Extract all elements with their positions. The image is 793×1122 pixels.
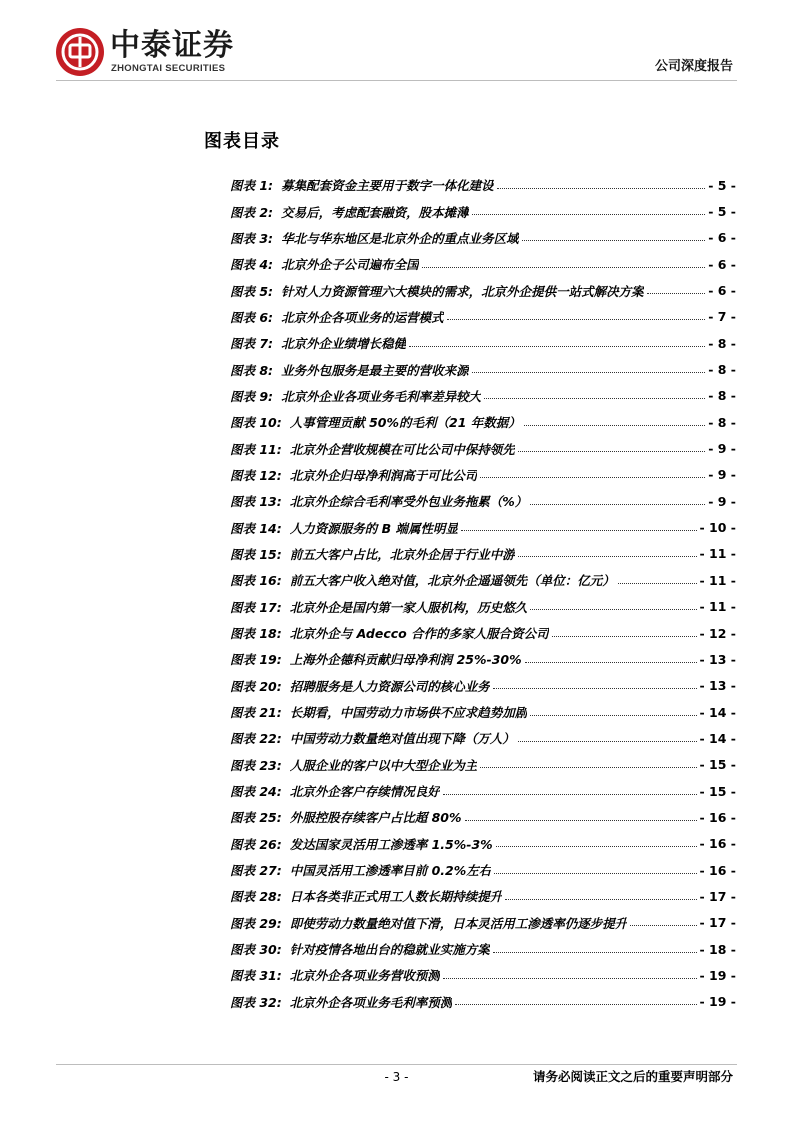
- toc-entry-label: 图表 18:: [230, 626, 282, 642]
- toc-leader-dots: [530, 504, 705, 505]
- toc-entry-title: 华北与华东地区是北京外企的重点业务区域: [281, 230, 519, 246]
- toc-entry-page: - 10 -: [699, 520, 736, 536]
- toc-leader-dots: [472, 214, 706, 215]
- toc-entry-title: 发达国家灵活用工渗透率 1.5%-3%: [289, 836, 493, 852]
- toc-entry[interactable]: [230, 725, 736, 751]
- toc-entry-title: 人力资源服务的 B 端属性明显: [289, 520, 458, 536]
- toc-entry-title: 北京外企与 Adecco 合作的多家人服合资公司: [289, 626, 549, 642]
- toc-entry[interactable]: [230, 356, 736, 382]
- toc-entry-page: - 9 -: [708, 441, 736, 457]
- toc-entry-label: 图表 30:: [230, 942, 282, 958]
- toc-entry-page: - 8 -: [708, 388, 736, 404]
- toc-entry-label: 图表 26:: [230, 836, 282, 852]
- toc-entry-page: - 11 -: [699, 599, 736, 615]
- toc-leader-dots: [472, 372, 706, 373]
- header-divider: [56, 80, 737, 81]
- toc-entry-page: - 14 -: [699, 704, 736, 720]
- toc-entry[interactable]: [230, 910, 736, 936]
- toc-entry-label: 图表 4:: [230, 257, 274, 273]
- toc-entry-page: - 5 -: [708, 177, 736, 193]
- toc-entry-page: - 8 -: [708, 362, 736, 378]
- toc-entry-page: - 6 -: [708, 283, 736, 299]
- toc-leader-dots: [493, 688, 697, 689]
- toc-leader-dots: [443, 978, 697, 979]
- toc-entry-page: - 6 -: [708, 230, 736, 246]
- toc-leader-dots: [525, 662, 697, 663]
- toc-leader-dots: [480, 767, 696, 768]
- toc-entry-label: 图表 16:: [230, 573, 282, 589]
- toc-entry-title: 上海外企德科贡献归母净利润 25%-30%: [289, 652, 522, 668]
- toc-entry-page: - 16 -: [699, 809, 736, 825]
- toc-entry-title: 北京外企是国内第一家人服机构，历史悠久: [289, 599, 528, 615]
- toc-entry-label: 图表 14:: [230, 520, 282, 536]
- toc-entry[interactable]: [230, 409, 736, 435]
- toc-leader-dots: [618, 583, 697, 584]
- toc-entry-title: 募集配套资金主要用于数字一体化建设: [281, 178, 494, 194]
- toc-entry[interactable]: [230, 857, 736, 883]
- toc-entry-page: - 15 -: [699, 757, 736, 773]
- toc-entry-page: - 7 -: [708, 309, 736, 325]
- toc-leader-dots: [552, 636, 697, 637]
- toc-leader-dots: [409, 346, 705, 347]
- toc-leader-dots: [484, 398, 705, 399]
- toc-entry[interactable]: [230, 172, 736, 198]
- toc-leader-dots: [518, 451, 705, 452]
- toc-entry-page: - 11 -: [699, 572, 736, 588]
- toc-entry-page: - 9 -: [708, 493, 736, 509]
- logo-english-name: ZHONGTAI SECURITIES: [111, 63, 226, 74]
- toc-leader-dots: [518, 741, 697, 742]
- toc-entry[interactable]: [230, 225, 736, 251]
- toc-entry-title: 业务外包服务是最主要的营收来源: [281, 362, 469, 378]
- toc-leader-dots: [647, 293, 706, 294]
- company-logo: [56, 28, 256, 80]
- toc-entry-label: 图表 15:: [230, 546, 282, 562]
- toc-entry-label: 图表 19:: [230, 652, 282, 668]
- toc-entry-title: 北京外企业各项业务毛利率差异较大: [281, 388, 482, 404]
- toc-leader-dots: [522, 240, 706, 241]
- page-header: [0, 0, 793, 100]
- toc-leader-dots: [465, 820, 697, 821]
- toc-entry-title: 北京外企各项业务毛利率预测: [289, 994, 453, 1010]
- toc-entry[interactable]: [230, 567, 736, 593]
- toc-leader-dots: [443, 794, 697, 795]
- toc-entry-label: 图表 3:: [230, 230, 274, 246]
- toc-entry-label: 图表 29:: [230, 915, 282, 931]
- toc-entry-page: - 19 -: [699, 994, 736, 1010]
- toc-entry-label: 图表 8:: [230, 362, 274, 378]
- logo-chinese-name: 中泰证券: [110, 28, 234, 63]
- toc-entry[interactable]: [230, 198, 736, 224]
- toc-entry-page: - 13 -: [699, 678, 736, 694]
- toc-entry[interactable]: [230, 251, 736, 277]
- toc-entry[interactable]: [230, 620, 736, 646]
- toc-entry[interactable]: [230, 488, 736, 514]
- toc-entry-title: 北京外企子公司遍布全国: [281, 257, 419, 273]
- toc-entry[interactable]: [230, 673, 736, 699]
- toc-entry-label: 图表 28:: [230, 889, 282, 905]
- report-type-label: 公司深度报告: [654, 59, 733, 74]
- toc-entry-title: 北京外企营收规模在可比公司中保持领先: [289, 441, 515, 457]
- toc-entry-title: 针对人力资源管理六大模块的需求，北京外企提供一站式解决方案: [281, 283, 644, 299]
- toc-entry-page: - 15 -: [699, 783, 736, 799]
- toc-entry-title: 招聘服务是人力资源公司的核心业务: [289, 678, 490, 694]
- toc-entry-title: 北京外企客户存续情况良好: [289, 784, 440, 800]
- toc-entry-page: - 14 -: [699, 730, 736, 746]
- toc-entry-label: 图表 23:: [230, 757, 282, 773]
- toc-entry[interactable]: [230, 304, 736, 330]
- toc-entry[interactable]: [230, 831, 736, 857]
- toc-entry-title: 中国灵活用工渗透率目前 0.2%左右: [289, 863, 492, 879]
- toc-entry[interactable]: [230, 646, 736, 672]
- toc-entry[interactable]: [230, 383, 736, 409]
- disclaimer-text: 请务必阅读正文之后的重要声明部分: [532, 1069, 733, 1084]
- toc-entry-page: - 17 -: [699, 888, 736, 904]
- toc-entry-label: 图表 32:: [230, 994, 282, 1010]
- toc-entry-title: 交易后，考虑配套融资，股本摊薄: [281, 204, 469, 220]
- toc-entry[interactable]: [230, 989, 736, 1015]
- footer-divider: [56, 1064, 737, 1065]
- toc-entry-title: 北京外企归母净利润高于可比公司: [289, 467, 478, 483]
- toc-entry-page: - 16 -: [699, 862, 736, 878]
- toc-leader-dots: [530, 609, 696, 610]
- toc-entry[interactable]: [230, 330, 736, 356]
- toc-entry-title: 日本各类非正式用工人数长期持续提升: [289, 889, 503, 905]
- toc-entry[interactable]: [230, 594, 736, 620]
- toc-leader-dots: [505, 899, 696, 900]
- toc-entry-title: 针对疫情各地出台的稳就业实施方案: [289, 942, 490, 958]
- toc-entry[interactable]: [230, 462, 736, 488]
- toc-leader-dots: [496, 846, 697, 847]
- toc-entry-label: 图表 27:: [230, 863, 282, 879]
- toc-entry-label: 图表 22:: [230, 731, 282, 747]
- toc-entry-title: 北京外企各项业务营收预测: [289, 968, 440, 984]
- toc-entry[interactable]: [230, 936, 736, 962]
- toc-entry-title: 中国劳动力数量绝对值出现下降（万人）: [289, 731, 515, 747]
- toc-entry-label: 图表 17:: [230, 599, 282, 615]
- toc-entry-label: 图表 25:: [230, 810, 282, 826]
- toc-leader-dots: [530, 715, 696, 716]
- toc-entry-title: 北京外企各项业务的运营模式: [281, 309, 444, 325]
- toc-entry-label: 图表 12:: [230, 467, 282, 483]
- toc-entry[interactable]: [230, 277, 736, 303]
- toc-entry-label: 图表 9:: [230, 388, 274, 404]
- toc-entry-label: 图表 10:: [230, 415, 282, 431]
- toc-entry-title: 北京外企业绩增长稳健: [281, 336, 407, 352]
- toc-leader-dots: [494, 873, 696, 874]
- toc-entry[interactable]: [230, 541, 736, 567]
- toc-entry-page: - 16 -: [699, 836, 736, 852]
- toc-entry-title: 人事管理贡献 50%的毛利（21 年数据）: [289, 415, 521, 431]
- toc-entry-page: - 9 -: [708, 467, 736, 483]
- toc-entry-title: 前五大客户收入绝对值，北京外企遥遥领先（单位：亿元）: [289, 573, 615, 589]
- toc-leader-dots: [497, 188, 706, 189]
- toc-entry-label: 图表 5:: [230, 283, 274, 299]
- toc-entry-label: 图表 2:: [230, 204, 274, 220]
- toc-entry-page: - 8 -: [708, 414, 736, 430]
- toc-leader-dots: [518, 556, 697, 557]
- toc-entry-label: 图表 24:: [230, 784, 282, 800]
- page-number: - 3 -: [384, 1070, 409, 1084]
- toc-entry-page: - 17 -: [699, 915, 736, 931]
- toc-entry-title: 外服控股存续客户占比超 80%: [289, 810, 462, 826]
- toc-entry[interactable]: [230, 962, 736, 988]
- logo-emblem-icon: [56, 28, 104, 76]
- toc-leader-dots: [422, 267, 706, 268]
- toc-entry-title: 人服企业的客户以中大型企业为主: [289, 757, 478, 773]
- toc-entry-page: - 11 -: [699, 546, 736, 562]
- toc-entry[interactable]: [230, 752, 736, 778]
- toc-entry-page: - 5 -: [708, 204, 736, 220]
- toc-entry-page: - 13 -: [699, 651, 736, 667]
- toc-entry-label: 图表 7:: [230, 336, 274, 352]
- toc-entry-label: 图表 6:: [230, 309, 274, 325]
- toc-entry[interactable]: [230, 699, 736, 725]
- toc-leader-dots: [630, 925, 696, 926]
- toc-entry-page: - 8 -: [708, 335, 736, 351]
- toc-entry-label: 图表 1:: [230, 178, 274, 194]
- toc-leader-dots: [447, 319, 706, 320]
- toc-entry-page: - 19 -: [699, 967, 736, 983]
- toc-entry-label: 图表 11:: [230, 441, 282, 457]
- toc-leader-dots: [524, 425, 705, 426]
- toc-entry[interactable]: [230, 804, 736, 830]
- toc-entry-title: 长期看，中国劳动力市场供不应求趋势加剧: [289, 705, 528, 721]
- toc-entry-page: - 12 -: [699, 625, 736, 641]
- toc-entry[interactable]: [230, 778, 736, 804]
- toc-entry-label: 图表 13:: [230, 494, 282, 510]
- toc-leader-dots: [493, 952, 697, 953]
- toc-title: 图表目录: [204, 131, 280, 152]
- toc-entry-title: 前五大客户占比，北京外企居于行业中游: [289, 546, 515, 562]
- toc-leader-dots: [480, 477, 705, 478]
- toc-entry-title: 北京外企综合毛利率受外包业务拖累（%）: [289, 494, 528, 510]
- toc-entry-title: 即使劳动力数量绝对值下滑，日本灵活用工渗透率仍逐步提升: [289, 915, 628, 931]
- toc-entry-label: 图表 21:: [230, 705, 282, 721]
- toc-entry-label: 图表 31:: [230, 968, 282, 984]
- toc-entry-page: - 18 -: [699, 941, 736, 957]
- toc-leader-dots: [455, 1004, 696, 1005]
- toc-list: [230, 172, 736, 1015]
- toc-entry-label: 图表 20:: [230, 678, 282, 694]
- toc-leader-dots: [461, 530, 697, 531]
- toc-entry[interactable]: [230, 883, 736, 909]
- toc-entry-page: - 6 -: [708, 256, 736, 272]
- toc-entry[interactable]: [230, 435, 736, 461]
- toc-entry[interactable]: [230, 514, 736, 540]
